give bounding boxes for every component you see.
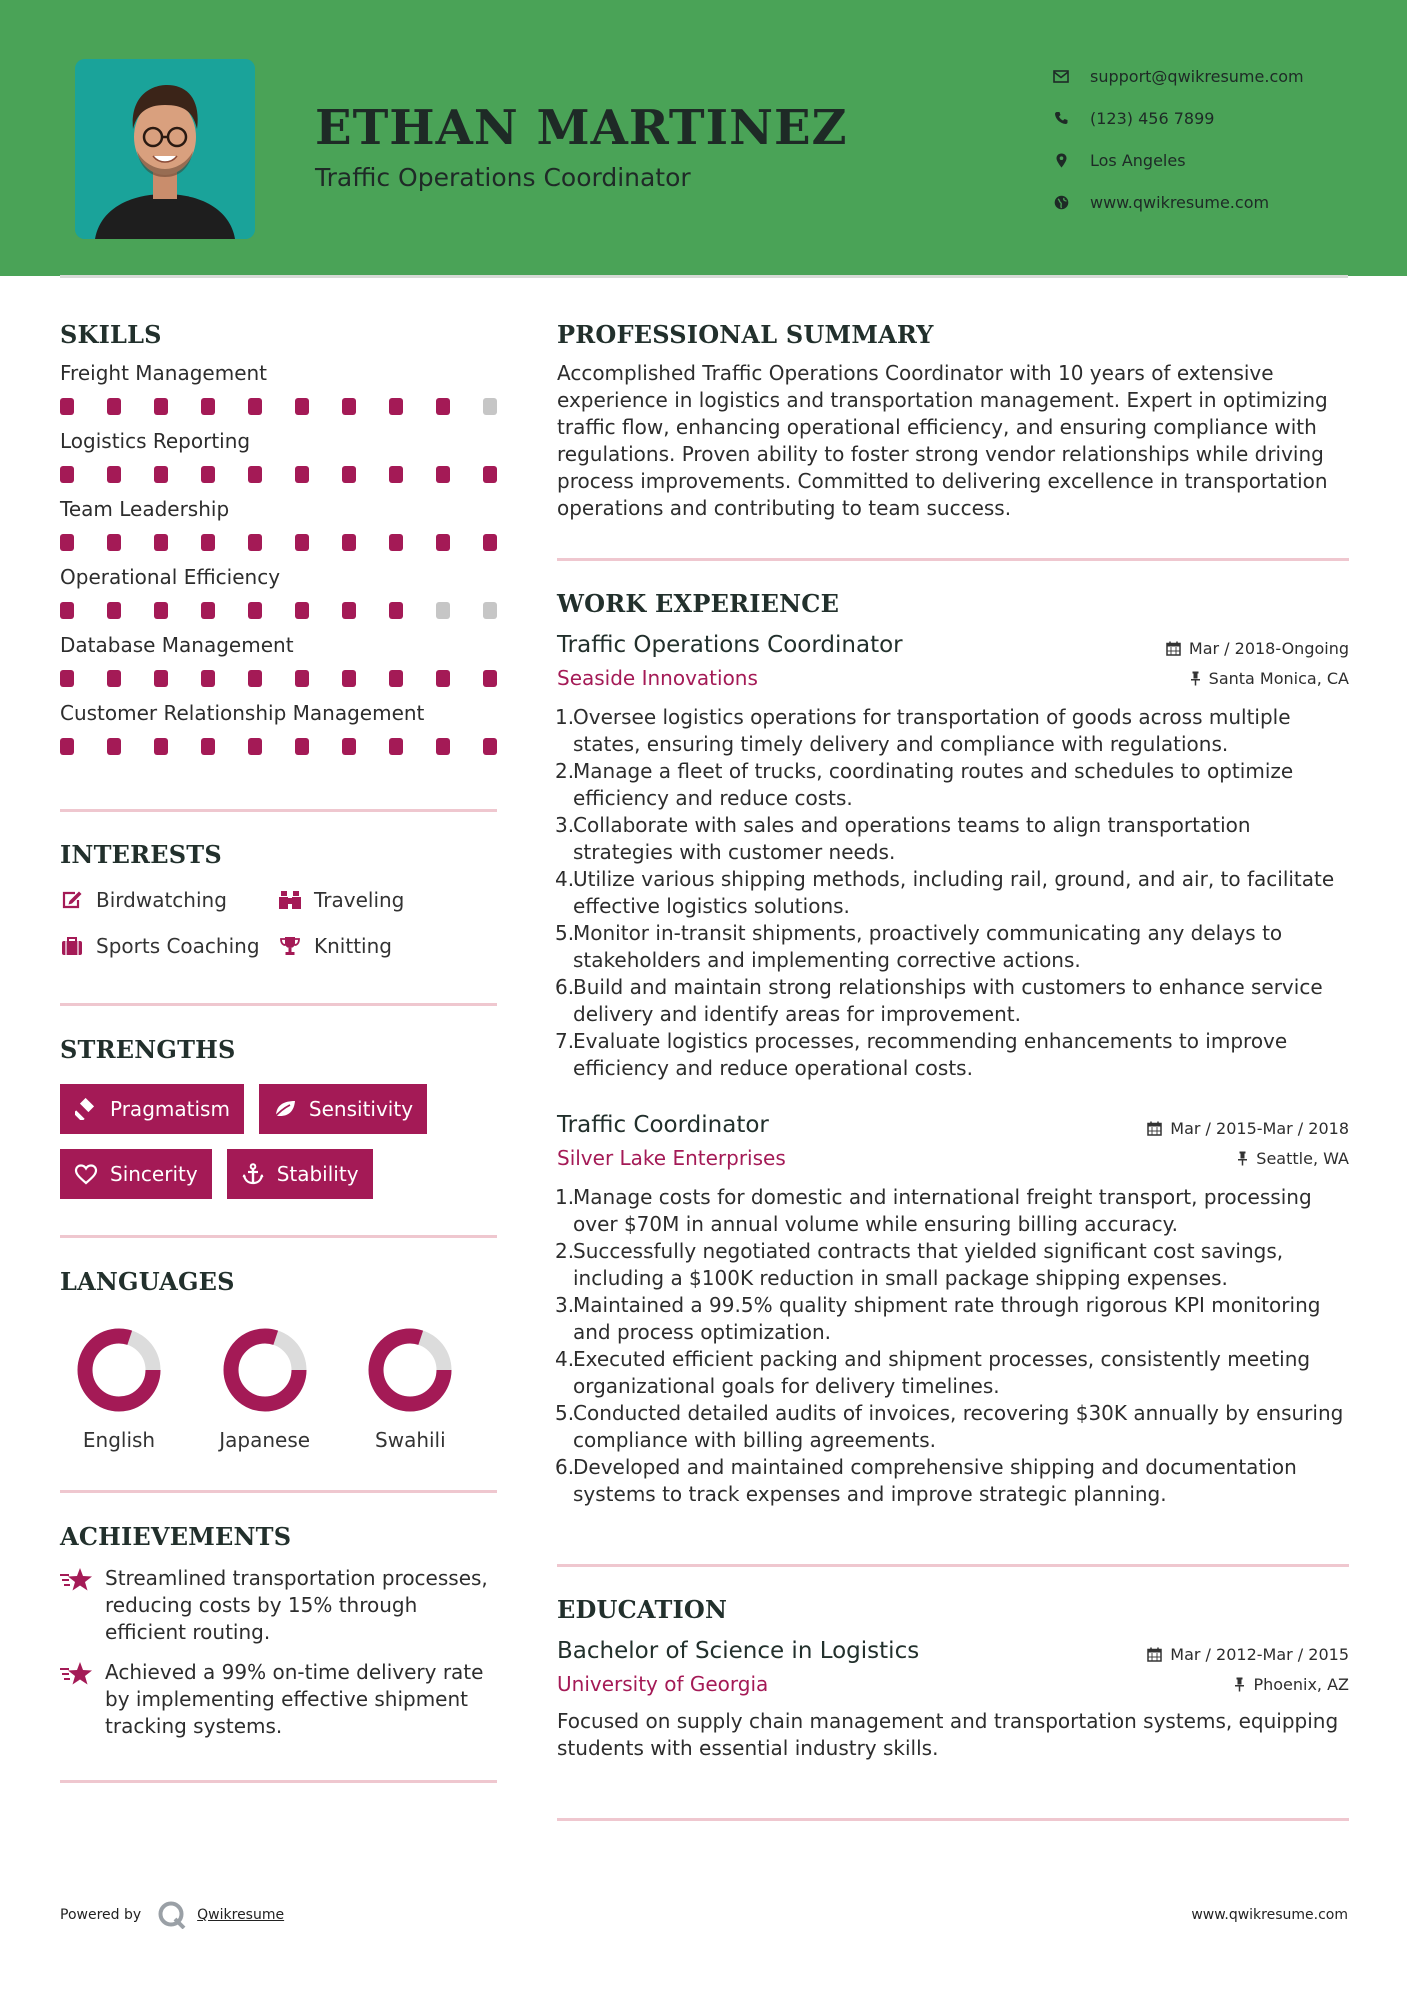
bullet-text: Monitor in-transit shipments, proactively communicating any delays to stakeholders and implementing corrective actions. [573, 921, 1283, 972]
rating-dot-filled [295, 534, 309, 551]
interest-item [278, 933, 478, 959]
skill-name: Logistics Reporting [60, 429, 251, 453]
rating-dot-filled [436, 534, 450, 551]
header-divider [60, 275, 1348, 278]
rating-dot-filled [107, 738, 121, 755]
rating-dot-filled [60, 670, 74, 687]
skills-list [60, 361, 497, 755]
rating-dot-filled [436, 670, 450, 687]
language-item [60, 1326, 206, 1452]
powered-by-text: Powered by [60, 1907, 142, 1923]
summary-section [557, 320, 1349, 522]
candidate-role: Traffic Operations Coordinator [315, 163, 691, 192]
bullet-text: Conducted detailed audits of invoices, recovering $30K annually by ensuring compliance with billing agreements. [573, 1401, 1344, 1452]
heart-icon [74, 1162, 98, 1186]
education-date [1147, 1645, 1349, 1664]
languages-section [60, 1267, 497, 1452]
rating-dot-filled [436, 738, 450, 755]
strength-label: Sincerity [110, 1162, 198, 1186]
bullet-number: 4. [555, 867, 575, 891]
contact-phone-text: (123) 456 7899 [1090, 108, 1215, 128]
envelope-icon [1050, 67, 1072, 85]
achievements-title: ACHIEVEMENTS [60, 1522, 292, 1551]
job-title: Traffic Coordinator [557, 1112, 769, 1138]
rating-dot-empty [436, 602, 450, 619]
job-entry [557, 1108, 1349, 1508]
job-bullet [557, 920, 1349, 974]
rating-dot-filled [295, 670, 309, 687]
strengths-title: STRENGTHS [60, 1035, 236, 1064]
language-item [206, 1326, 352, 1452]
briefcase-icon [60, 934, 84, 958]
achievements-section [60, 1522, 497, 1740]
job-bullet [557, 1346, 1349, 1400]
education-description: Focused on supply chain management and transportation systems, equipping students with essential industry skills. [557, 1709, 1339, 1760]
skill-rating [60, 534, 497, 551]
rating-dot-filled [295, 466, 309, 483]
rating-dot-filled [107, 602, 121, 619]
rating-dot-filled [154, 670, 168, 687]
job-header [557, 1108, 1349, 1138]
contact-website[interactable] [1050, 181, 1380, 223]
rating-dot-filled [60, 534, 74, 551]
rating-dot-filled [154, 466, 168, 483]
section-divider [60, 1780, 497, 1783]
strength-tag [60, 1084, 244, 1134]
rating-dot-filled [389, 602, 403, 619]
bullet-text: Build and maintain strong relationships with customers to enhance service delivery and identify areas for improvement. [573, 975, 1323, 1026]
calendar-icon [1147, 1121, 1162, 1136]
job-header [557, 628, 1349, 658]
strength-tag [259, 1084, 427, 1134]
company-name: Seaside Innovations [557, 666, 758, 690]
rating-dot-filled [342, 602, 356, 619]
rating-dot-filled [107, 466, 121, 483]
skill-rating [60, 738, 497, 755]
rating-dot-filled [342, 534, 356, 551]
bullet-number: 1. [555, 1185, 575, 1209]
skill-name: Database Management [60, 633, 294, 657]
section-divider [60, 809, 497, 812]
rating-dot-filled [201, 534, 215, 551]
qwikresume-logo-icon [157, 1901, 187, 1929]
section-divider [60, 1003, 497, 1006]
section-divider [557, 1564, 1349, 1567]
bullet-number: 4. [555, 1347, 575, 1371]
skill-name: Operational Efficiency [60, 565, 281, 589]
rating-dot-filled [389, 466, 403, 483]
job-date [1147, 1119, 1349, 1138]
bullet-text: Collaborate with sales and operations teams to align transportation strategies with customer needs. [573, 813, 1251, 864]
language-donut [75, 1326, 163, 1414]
education-date-text: Mar / 2012-Mar / 2015 [1170, 1645, 1349, 1664]
summary-title: PROFESSIONAL SUMMARY [557, 320, 934, 349]
rating-dot-empty [483, 602, 497, 619]
job-location [1237, 1149, 1349, 1168]
rating-dot-filled [201, 602, 215, 619]
interest-item [278, 887, 478, 913]
bullet-number: 5. [555, 921, 575, 945]
rating-dot-filled [154, 398, 168, 415]
rating-dot-filled [248, 466, 262, 483]
rating-dot-filled [389, 534, 403, 551]
bullet-number: 7. [555, 1029, 575, 1053]
bullet-text: Manage costs for domestic and international freight transport, processing over $70M in annual volume while ensuring billing accuracy. [573, 1185, 1312, 1236]
skill-rating [60, 602, 497, 619]
header-banner [0, 0, 1407, 276]
strength-label: Sensitivity [308, 1097, 414, 1121]
rating-dot-filled [389, 670, 403, 687]
skill-rating [60, 398, 497, 415]
rating-dot-filled [342, 466, 356, 483]
experience-section [557, 589, 1349, 1508]
rating-dot-filled [389, 738, 403, 755]
anchor-icon [241, 1162, 265, 1186]
leaf-icon [273, 1097, 297, 1121]
powered-by [60, 1901, 284, 1929]
footer-website[interactable]: www.qwikresume.com [1191, 1907, 1348, 1923]
skills-title: SKILLS [60, 320, 162, 349]
contact-location [1050, 139, 1380, 181]
pushpin-icon [1234, 1677, 1245, 1692]
experience-title: WORK EXPERIENCE [557, 589, 840, 618]
bullet-text: Evaluate logistics processes, recommending enhancements to improve efficiency and reduce operational costs. [573, 1029, 1288, 1080]
rating-dot-filled [60, 738, 74, 755]
binoculars-icon [278, 888, 302, 912]
rating-dot-filled [154, 602, 168, 619]
language-name: Swahili [375, 1428, 446, 1452]
globe-icon [1050, 193, 1072, 211]
rating-dot-filled [342, 398, 356, 415]
job-bullet [557, 974, 1349, 1028]
skill-name: Freight Management [60, 361, 268, 385]
job-sub [557, 1144, 1349, 1172]
jobs-list [557, 628, 1349, 1508]
job-sub [557, 664, 1349, 692]
rating-dot-filled [483, 534, 497, 551]
bullet-number: 6. [555, 1455, 575, 1479]
job-date-text: Mar / 2015-Mar / 2018 [1170, 1119, 1349, 1138]
rating-dot-filled [248, 738, 262, 755]
bullet-text: Manage a fleet of trucks, coordinating routes and schedules to optimize efficiency and reduce costs. [573, 759, 1294, 810]
education-sub [557, 1670, 1349, 1698]
language-name: English [82, 1428, 156, 1452]
rating-dot-filled [201, 398, 215, 415]
rating-dot-filled [201, 466, 215, 483]
rating-dot-filled [248, 670, 262, 687]
job-bullet [557, 1028, 1349, 1082]
school-name: University of Georgia [557, 1672, 769, 1696]
strengths-list [60, 1084, 497, 1199]
pushpin-icon [1237, 1151, 1248, 1166]
job-location-text: Santa Monica, CA [1208, 668, 1349, 688]
strength-tag [60, 1149, 212, 1199]
strength-label: Stability [276, 1162, 359, 1186]
education-title: EDUCATION [557, 1595, 728, 1624]
phone-icon [1050, 109, 1072, 127]
language-name: Japanese [219, 1428, 311, 1452]
skill-name: Team Leadership [60, 497, 230, 521]
education-location [1234, 1675, 1349, 1694]
language-donut [366, 1326, 454, 1414]
interests-section [60, 840, 497, 959]
bullet-number: 3. [555, 813, 575, 837]
rating-dot-filled [436, 466, 450, 483]
strength-label: Pragmatism [110, 1097, 230, 1121]
trophy-icon [278, 934, 302, 958]
candidate-name: ETHAN MARTINEZ [315, 100, 848, 156]
rating-dot-filled [342, 670, 356, 687]
job-bullet [557, 1292, 1349, 1346]
contact-location-text: Los Angeles [1090, 150, 1186, 170]
languages-title: LANGUAGES [60, 1267, 235, 1296]
gavel-icon [74, 1097, 98, 1121]
interest-label: Birdwatching [96, 888, 227, 912]
rating-dot-filled [248, 602, 262, 619]
rating-dot-filled [60, 602, 74, 619]
rating-dot-filled [483, 670, 497, 687]
skill-name: Customer Relationship Management [60, 701, 425, 725]
bullet-number: 2. [555, 1239, 575, 1263]
contact-list [1050, 55, 1380, 223]
rating-dot-filled [483, 466, 497, 483]
section-divider [557, 1818, 1349, 1821]
rating-dot-filled [60, 398, 74, 415]
rating-dot-filled [248, 398, 262, 415]
map-pin-icon [1050, 151, 1072, 169]
skills-section [60, 320, 497, 755]
bullet-text: Executed efficient packing and shipment processes, consistently meeting organizational goals for delivery timelines. [573, 1347, 1311, 1398]
contact-phone[interactable] [1050, 97, 1380, 139]
language-item [351, 1326, 497, 1452]
job-title: Traffic Operations Coordinator [557, 632, 903, 658]
job-date-text: Mar / 2018-Ongoing [1188, 639, 1349, 658]
interests-list [60, 887, 497, 959]
rating-dot-filled [342, 738, 356, 755]
job-bullets [557, 1184, 1349, 1508]
section-divider [60, 1235, 497, 1238]
star-icon [60, 1659, 94, 1685]
strengths-section [60, 1035, 497, 1199]
rating-dot-filled [436, 398, 450, 415]
achievement-item [60, 1565, 497, 1646]
achievement-item [60, 1659, 497, 1740]
bullet-number: 3. [555, 1293, 575, 1317]
rating-dot-filled [389, 398, 403, 415]
rating-dot-filled [107, 398, 121, 415]
calendar-icon [1147, 1647, 1162, 1662]
job-entry [557, 628, 1349, 1082]
bullet-number: 5. [555, 1401, 575, 1425]
job-bullet [557, 1454, 1349, 1508]
right-column [557, 320, 1349, 1821]
interests-title: INTERESTS [60, 840, 222, 869]
interest-label: Traveling [314, 888, 405, 912]
section-divider [60, 1490, 497, 1493]
section-divider [557, 558, 1349, 561]
job-bullet [557, 758, 1349, 812]
job-bullet [557, 866, 1349, 920]
footer [60, 1900, 1348, 1930]
rating-dot-filled [154, 738, 168, 755]
education-location-text: Phoenix, AZ [1253, 1674, 1349, 1694]
job-date [1166, 639, 1349, 658]
contact-website-text: www.qwikresume.com [1090, 192, 1270, 212]
skill-rating [60, 466, 497, 483]
rating-dot-filled [60, 466, 74, 483]
education-header [557, 1634, 1349, 1664]
bullet-text: Oversee logistics operations for transportation of goods across multiple states, ensuring timely delivery and compliance with regulations. [573, 705, 1291, 756]
profile-photo [75, 59, 255, 239]
rating-dot-filled [154, 534, 168, 551]
bullet-text: Developed and maintained comprehensive shipping and documentation systems to track expenses and improve strategic planning. [573, 1455, 1297, 1506]
interest-label: Sports Coaching [96, 934, 260, 958]
rating-dot-filled [201, 738, 215, 755]
contact-email-text: support@qwikresume.com [1090, 66, 1304, 86]
rating-dot-filled [295, 398, 309, 415]
bullet-text: Maintained a 99.5% quality shipment rate through rigorous KPI monitoring and process optimization. [573, 1293, 1321, 1344]
job-bullet [557, 812, 1349, 866]
calendar-icon [1166, 641, 1181, 656]
strength-tag [227, 1149, 373, 1199]
bullet-number: 1. [555, 705, 575, 729]
language-donut [221, 1326, 309, 1414]
rating-dot-empty [483, 398, 497, 415]
achievement-text: Streamlined transportation processes, reducing costs by 15% through efficient routing. [105, 1566, 488, 1644]
star-icon [60, 1565, 94, 1591]
job-location-text: Seattle, WA [1256, 1148, 1349, 1168]
rating-dot-filled [107, 534, 121, 551]
company-name: Silver Lake Enterprises [557, 1146, 786, 1170]
qwikresume-link[interactable]: Qwikresume [197, 1907, 285, 1923]
job-bullet [557, 1238, 1349, 1292]
interest-label: Knitting [314, 934, 392, 958]
bullet-number: 2. [555, 759, 575, 783]
job-location [1190, 669, 1349, 688]
bullet-text: Successfully negotiated contracts that yielded significant cost savings, including a $100K reduction in small package shipping expenses. [573, 1239, 1284, 1290]
bullet-text: Utilize various shipping methods, including rail, ground, and air, to facilitate effective logistics solutions. [573, 867, 1335, 918]
job-bullet [557, 1184, 1349, 1238]
pushpin-icon [1190, 671, 1201, 686]
summary-text: Accomplished Traffic Operations Coordinator with 10 years of extensive experience in logistics and transportation management. Expert in optimizing traffic flow, enhancing operational efficiency, and ensuring compliance with regulations. Proven ability to foster strong vendor relationships while driving process improvements. Committed to delivering excellence in transportation operations and contributing to team success. [557, 361, 1328, 520]
interest-item [60, 933, 278, 959]
interest-item [60, 887, 278, 913]
job-bullets [557, 704, 1349, 1082]
rating-dot-filled [248, 534, 262, 551]
job-bullet [557, 704, 1349, 758]
left-column [60, 320, 497, 1783]
languages-list [60, 1326, 497, 1452]
rating-dot-filled [107, 670, 121, 687]
degree-title: Bachelor of Science in Logistics [557, 1638, 920, 1664]
job-bullet [557, 1400, 1349, 1454]
rating-dot-filled [201, 670, 215, 687]
skill-rating [60, 670, 497, 687]
rating-dot-filled [483, 738, 497, 755]
bullet-number: 6. [555, 975, 575, 999]
pencil-square-icon [60, 888, 84, 912]
rating-dot-filled [295, 602, 309, 619]
education-section [557, 1595, 1349, 1762]
rating-dot-filled [295, 738, 309, 755]
contact-email[interactable] [1050, 55, 1380, 97]
achievement-text: Achieved a 99% on-time delivery rate by implementing effective shipment tracking systems. [105, 1660, 484, 1738]
